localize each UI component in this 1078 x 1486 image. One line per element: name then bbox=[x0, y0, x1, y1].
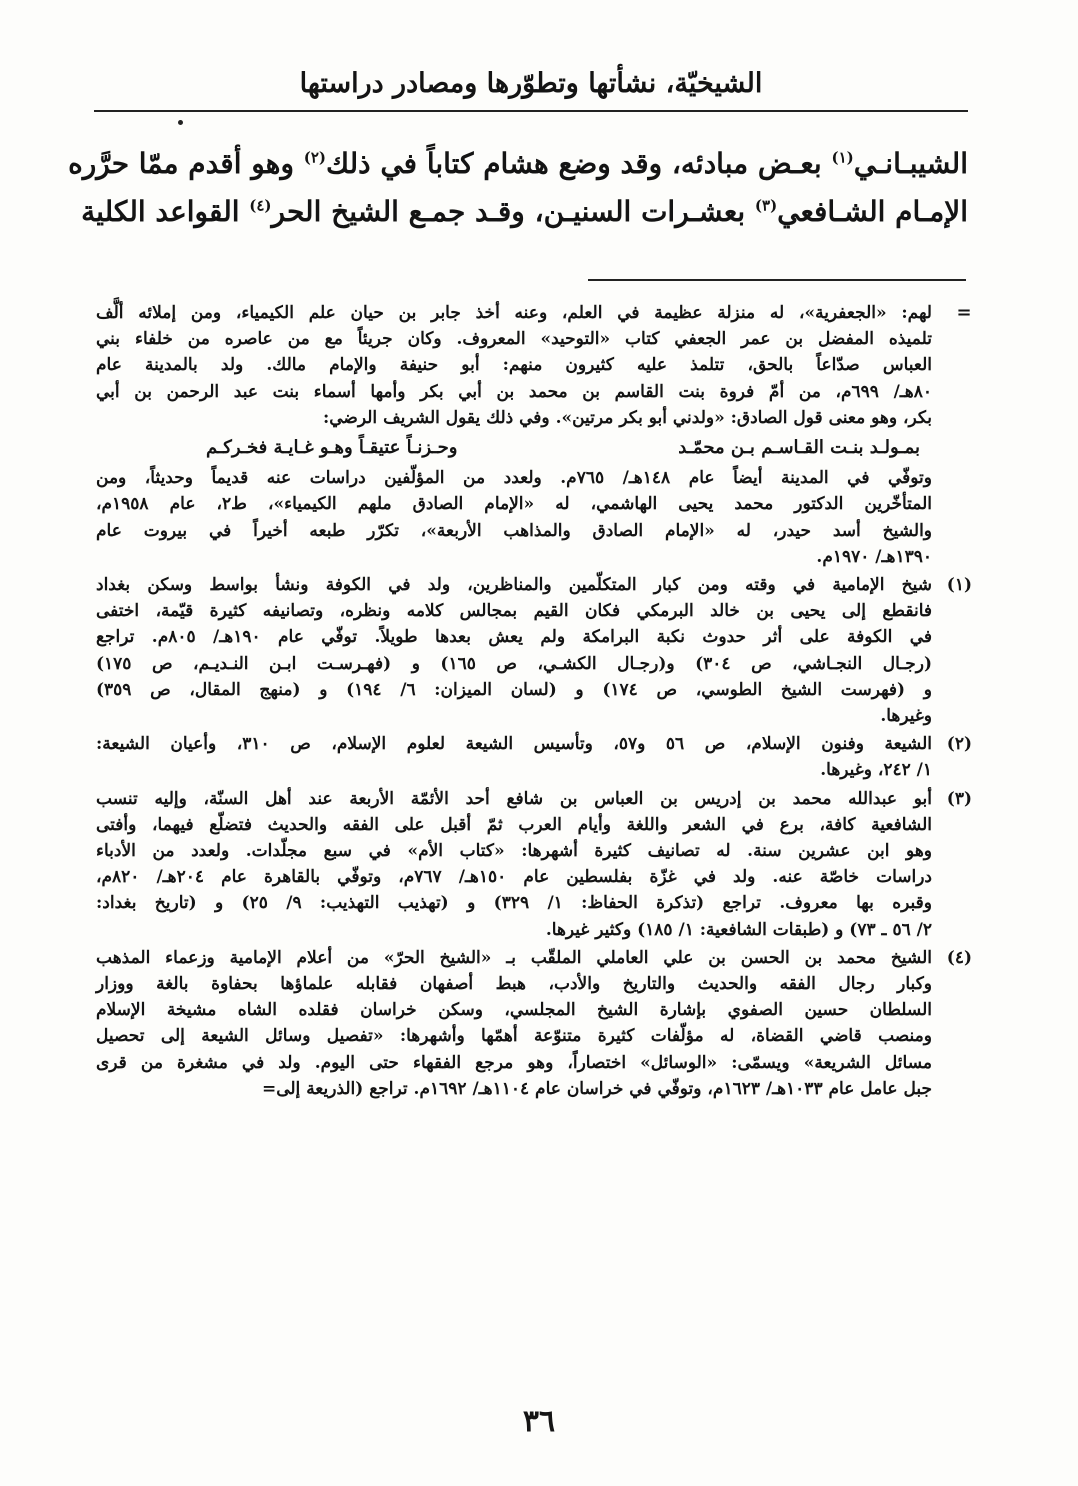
footnote-number: (٤) bbox=[946, 947, 972, 968]
footnote bbox=[96, 786, 972, 943]
footnote-line: بكر، وهو معنى قول الصادق: «ولدني أبو بكر مرتين». وفي ذلك يقول الشريف الرضي: bbox=[322, 407, 932, 428]
footnote-line: في الكوفة على أثر حدوث نكبة البرامكة ولم يعش بعدها طويلاً. توفّي عام ١٩٠هـ/ ٨٠٥م. تراجع bbox=[96, 627, 932, 648]
main-line bbox=[81, 188, 968, 236]
footnote-line: وكبار رجال الفقه والحديث والتاريخ والأدب، هبط أصفهان فقابله علماؤها بحفاوة بالغة ووزار bbox=[96, 974, 932, 995]
footnote-line: والشيخ أسد حيدر، له «الإمام الصادق والمذاهب الأربعة»، تكرّر طبعه أخيراً في بيروت عام bbox=[96, 520, 932, 541]
text-run: بعـض مبادئه، وقد وضع هشام كتاباً في ذلك bbox=[326, 147, 832, 180]
footnote-text bbox=[96, 465, 932, 570]
footnote-separator bbox=[588, 279, 966, 281]
footnote-line: أبو عبدالله محمد بن إدريس بن العباس بن شافع أحد الأئمّة الأربعة عند أهل السنّة، وإليه تنسب bbox=[96, 788, 932, 809]
text-run: القواعد الكلية bbox=[81, 195, 250, 228]
footnote-text bbox=[96, 786, 932, 943]
poem-verse bbox=[96, 431, 968, 465]
footnote-text bbox=[96, 945, 932, 1102]
text-run: الشيبـانـي bbox=[853, 147, 968, 180]
footnote-line: ١٣٩٠هـ/ ١٩٧٠م. bbox=[816, 546, 932, 567]
footnote bbox=[96, 572, 972, 729]
footnote-number: (٢) bbox=[946, 734, 972, 755]
footnote-line: ٨٠هـ/ ٦٩٩م، من أمّ فروة بنت القاسم بن محمد بن أبي بكر وأمها أسماء بنت عبد الرحمن بن أبي bbox=[96, 381, 932, 402]
footnote-line: مسائل الشريعة» ويسمّى: «الوسائل» اختصاراً، وهو مرجع الفقهاء حتى اليوم. ولد في مشغرة من قرى bbox=[96, 1052, 932, 1073]
footnote-line: المتأخّرين الدكتور محمد يحيى الهاشمي، له «الإمام الصادق ملهم الكيمياء»، ط٢، عام ١٩٥٨م، bbox=[96, 494, 932, 515]
footnote-line: شيخ الإمامية في وقته ومن كبار المتكلّمين والمناظرين، ولد في الكوفة ونشأ بواسط وسكن بغداد bbox=[96, 575, 932, 596]
footnote-number: (١) bbox=[946, 575, 972, 596]
main-text bbox=[68, 140, 968, 236]
verse-hemistich-right: بمـولـد بنـت القـاسـم بـن محمّـد bbox=[678, 437, 920, 459]
footnote-text bbox=[96, 731, 932, 783]
footnote-line: (رجـال النجـاشي، ص ٣٠٤) و(رجـال الكشـي، ص ١٦٥) و (فهـرسـت ابـن النـديـم، ص ١٧٥) bbox=[96, 653, 932, 674]
footnote bbox=[96, 945, 972, 1102]
footnote-line: تلميذه المفضل بن عمر الجعفي كتاب «التوحيد» المعروف. وكان جريئاً مع من عاصره من خلفاء بني bbox=[96, 329, 932, 350]
footnote-line: ٢/ ٥٦ ـ ٧٣) و (طبقات الشافعية: ١/ ١٨٥) وكثير غيرها. bbox=[545, 919, 932, 940]
footnote-line: فانقطع إلى يحيى بن خالد البرمكي فكان القيم بمجالس كلامه ونظره، وتصانيفه كثيرة قيّمة، اختفى bbox=[96, 601, 932, 622]
footnote-line: وقبره بها معروف. تراجع (تذكرة الحفاظ: ١/ ٣٢٩) و (تهذيب التهذيب: ٩/ ٢٥) و (تاريخ بغداد: bbox=[96, 893, 932, 914]
page-number: ٣٦ bbox=[522, 1404, 556, 1439]
footnote-line: ومنصب قاضي القضاة، له مؤلّفات كثيرة متنوّعة أهمّها وأشهرها: «تفصيل وسائل الشيعة إلى تحصيل bbox=[96, 1026, 932, 1047]
footnote-number: (٣) bbox=[946, 788, 972, 809]
footnote-line: العباس صدّاعاً بالحق، تتلمذ عليه كثيرون منهم: أبو حنيفة والإمام مالك. ولد بالمدينة عام bbox=[96, 355, 932, 376]
text-run: بعشـرات السنيـن، وقـد جمـع الشيخ الحر bbox=[271, 195, 755, 228]
footnote-line: وهو ابن عشرين سنة. له تصانيف كثيرة أشهرها: «كتاب الأم» في سبع مجلّدات. ولعدد من الأدباء bbox=[96, 841, 932, 862]
continued-footnote bbox=[96, 300, 972, 570]
footnote bbox=[96, 731, 972, 783]
footnote-line: و (فهرست الشيخ الطوسي، ص ١٧٤) و (لسان الميزان: ٦/ ١٩٤) و (منهج المقال، ص ٣٥٩) bbox=[96, 679, 932, 700]
header-rule bbox=[94, 110, 968, 112]
footnote-line: وتوفّي في المدينة أيضاً عام ١٤٨هـ/ ٧٦٥م. ولعدد من المؤلّفين دراسات عنه قديماً وحديثاً، ومن bbox=[96, 468, 932, 489]
footnote-text bbox=[96, 300, 932, 431]
main-line bbox=[68, 140, 968, 188]
footnote-line: ١/ ٢٤٢، وغيرها. bbox=[820, 760, 932, 781]
footnotes bbox=[96, 300, 972, 1104]
text-run: وهو أقدم ممّا حرَّره bbox=[68, 147, 304, 180]
footnote-ref: (٤) bbox=[249, 196, 272, 215]
footnote-line: وغيرها. bbox=[880, 706, 932, 727]
footnote-list bbox=[96, 572, 972, 1102]
footnote-ref: (١) bbox=[831, 148, 854, 167]
header-dot bbox=[178, 120, 183, 125]
footnote-line: الشيعة وفنون الإسلام، ص ٥٦ و٥٧، وتأسيس الشيعة لعلوم الإسلام، ص ٣١٠، وأعيان الشيعة: bbox=[96, 734, 932, 755]
footnote-line: لهم: «الجعفرية»، له منزلة عظيمة في العلم، وعنه أخذ جابر بن حيان علم الكيمياء، ومن إملائه ألَّف bbox=[96, 303, 932, 323]
text-run: الإمـام الشـافعي bbox=[777, 195, 968, 228]
footnote-ref: (٣) bbox=[754, 196, 778, 215]
footnote-line: الشافعية كافة، برع في الشعر واللغة وأيام العرب ثمّ أقبل على الفقه والحديث فتضلّع فيهما، وأفتى bbox=[96, 814, 932, 835]
footnote-line: السلطان حسين الصفوي بإشارة الشيخ المجلسي، وسكن خراسان فقلده الشاه مشيخة الإسلام bbox=[96, 1000, 932, 1021]
continuation-marker: = bbox=[956, 302, 972, 323]
footnote-text bbox=[96, 572, 932, 729]
running-header: الشيخيّة، نشأتها وتطوّرها ومصادر دراستها bbox=[299, 68, 763, 99]
footnote-line: دراسات خاصّة عنه. ولد في غزّة بفلسطين عام ١٥٠هـ/ ٧٦٧م، وتوفّي بالقاهرة عام ٢٠٤هـ/ ٨٢٠م، bbox=[96, 867, 932, 888]
footnote-line: الشيخ محمد بن الحسن بن علي العاملي الملقّب بـ «الشيخ الحرّ» من أعلام الإمامية وزعماء المذهب bbox=[96, 947, 932, 968]
verse-hemistich-left: وحـزنـاً عتيقـاً وهـو غـايـة فخـركـم bbox=[206, 437, 458, 459]
footnote-ref: (٢) bbox=[303, 148, 326, 167]
footnote-line: جبل عامل عام ١٠٣٣هـ/ ١٦٢٣م، وتوفّي في خراسان عام ١١٠٤هـ/ ١٦٩٢م. تراجع (الذريعة إلى= bbox=[261, 1078, 932, 1099]
